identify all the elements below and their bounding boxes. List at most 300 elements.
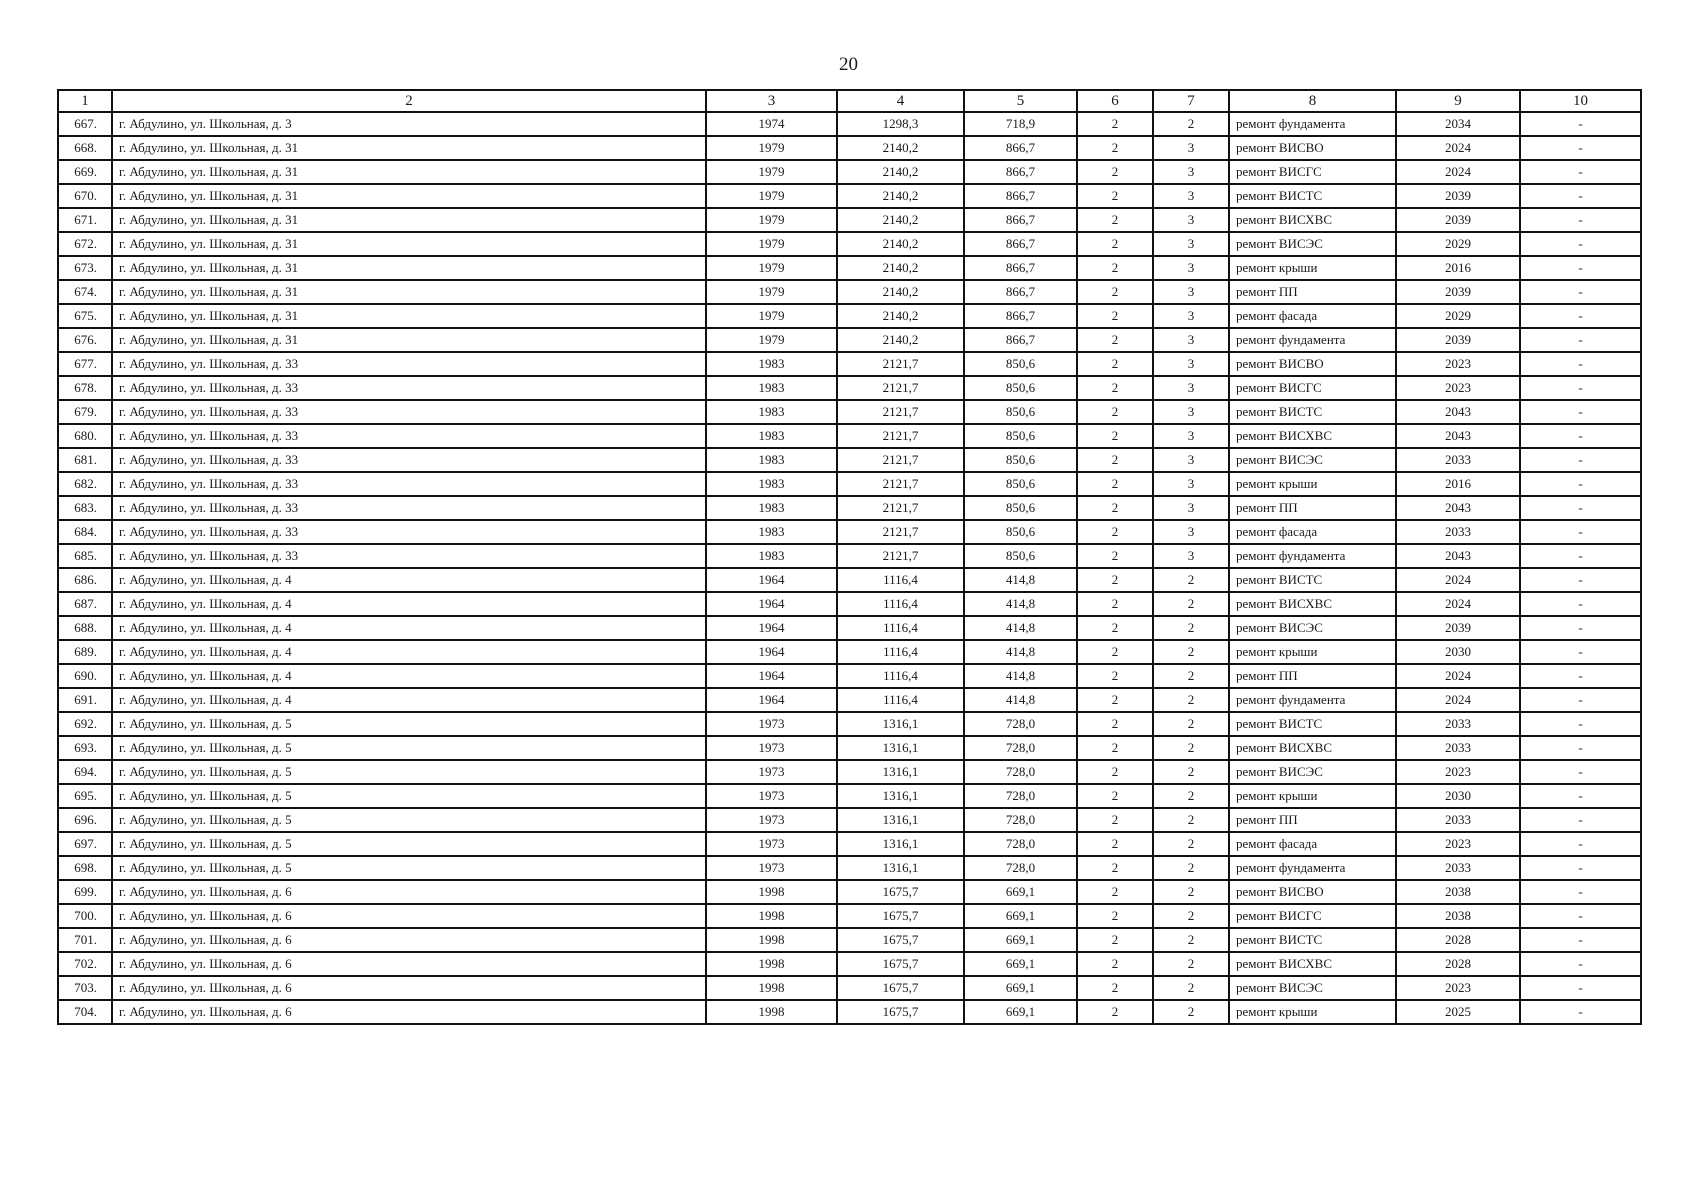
table-row: [58, 784, 1641, 808]
year-cell: 1983: [706, 376, 837, 400]
col6-cell: 2: [1077, 832, 1153, 856]
col6-cell: 2: [1077, 352, 1153, 376]
row-number-cell: 698.: [58, 856, 112, 880]
work-type-cell: ремонт ПП: [1229, 808, 1396, 832]
total-area-cell: 1116,4: [837, 568, 964, 592]
work-type-cell: ремонт ПП: [1229, 664, 1396, 688]
work-type-cell: ремонт фундамента: [1229, 688, 1396, 712]
row-number-cell: 697.: [58, 832, 112, 856]
row-number-cell: 669.: [58, 160, 112, 184]
living-area-cell: 728,0: [964, 760, 1077, 784]
year-cell: 1964: [706, 664, 837, 688]
col10-cell: -: [1520, 856, 1641, 880]
work-type-cell: ремонт ВИСХВС: [1229, 592, 1396, 616]
row-number-cell: 700.: [58, 904, 112, 928]
col6-cell: 2: [1077, 376, 1153, 400]
year-cell: 1998: [706, 928, 837, 952]
total-area-cell: 2140,2: [837, 160, 964, 184]
col10-cell: -: [1520, 232, 1641, 256]
total-area-cell: 1316,1: [837, 856, 964, 880]
address-cell: г. Абдулино, ул. Школьная, д. 4: [112, 592, 706, 616]
col10-cell: -: [1520, 520, 1641, 544]
plan-year-cell: 2043: [1396, 496, 1520, 520]
col10-cell: -: [1520, 712, 1641, 736]
total-area-cell: 1675,7: [837, 1000, 964, 1024]
year-cell: 1983: [706, 472, 837, 496]
table-row: [58, 640, 1641, 664]
year-cell: 1983: [706, 520, 837, 544]
row-number-cell: 695.: [58, 784, 112, 808]
total-area-cell: 1316,1: [837, 808, 964, 832]
work-type-cell: ремонт ВИСТС: [1229, 184, 1396, 208]
table-row: [58, 232, 1641, 256]
living-area-cell: 850,6: [964, 448, 1077, 472]
plan-year-cell: 2024: [1396, 592, 1520, 616]
work-type-cell: ремонт фасада: [1229, 304, 1396, 328]
living-area-cell: 850,6: [964, 400, 1077, 424]
address-cell: г. Абдулино, ул. Школьная, д. 33: [112, 496, 706, 520]
col6-cell: 2: [1077, 664, 1153, 688]
row-number-cell: 675.: [58, 304, 112, 328]
work-type-cell: ремонт ВИСЭС: [1229, 976, 1396, 1000]
table-row: [58, 208, 1641, 232]
col6-cell: 2: [1077, 568, 1153, 592]
work-type-cell: ремонт фундамента: [1229, 328, 1396, 352]
total-area-cell: 2121,7: [837, 472, 964, 496]
total-area-cell: 2121,7: [837, 352, 964, 376]
col10-cell: -: [1520, 688, 1641, 712]
col7-cell: 2: [1153, 112, 1229, 136]
col6-cell: 2: [1077, 808, 1153, 832]
plan-year-cell: 2028: [1396, 952, 1520, 976]
col10-cell: -: [1520, 664, 1641, 688]
column-header-6: 6: [1077, 90, 1153, 112]
living-area-cell: 866,7: [964, 160, 1077, 184]
plan-year-cell: 2033: [1396, 736, 1520, 760]
col10-cell: -: [1520, 976, 1641, 1000]
col6-cell: 2: [1077, 928, 1153, 952]
total-area-cell: 1298,3: [837, 112, 964, 136]
column-header-8: 8: [1229, 90, 1396, 112]
table-row: [58, 1000, 1641, 1024]
year-cell: 1979: [706, 304, 837, 328]
plan-year-cell: 2024: [1396, 160, 1520, 184]
col6-cell: 2: [1077, 544, 1153, 568]
living-area-cell: 728,0: [964, 832, 1077, 856]
col6-cell: 2: [1077, 136, 1153, 160]
col7-cell: 2: [1153, 664, 1229, 688]
column-header-4: 4: [837, 90, 964, 112]
col10-cell: -: [1520, 304, 1641, 328]
col7-cell: 2: [1153, 712, 1229, 736]
address-cell: г. Абдулино, ул. Школьная, д. 31: [112, 328, 706, 352]
column-header-5: 5: [964, 90, 1077, 112]
col7-cell: 2: [1153, 760, 1229, 784]
plan-year-cell: 2030: [1396, 640, 1520, 664]
living-area-cell: 850,6: [964, 376, 1077, 400]
year-cell: 1979: [706, 184, 837, 208]
col10-cell: -: [1520, 832, 1641, 856]
row-number-cell: 699.: [58, 880, 112, 904]
column-header-10: 10: [1520, 90, 1641, 112]
living-area-cell: 414,8: [964, 664, 1077, 688]
living-area-cell: 728,0: [964, 736, 1077, 760]
row-number-cell: 679.: [58, 400, 112, 424]
col10-cell: -: [1520, 736, 1641, 760]
year-cell: 1973: [706, 736, 837, 760]
plan-year-cell: 2016: [1396, 472, 1520, 496]
col6-cell: 2: [1077, 1000, 1153, 1024]
living-area-cell: 669,1: [964, 904, 1077, 928]
table-row: [58, 928, 1641, 952]
col7-cell: 3: [1153, 280, 1229, 304]
living-area-cell: 728,0: [964, 712, 1077, 736]
total-area-cell: 2121,7: [837, 544, 964, 568]
address-cell: г. Абдулино, ул. Школьная, д. 33: [112, 448, 706, 472]
living-area-cell: 866,7: [964, 304, 1077, 328]
col6-cell: 2: [1077, 976, 1153, 1000]
address-cell: г. Абдулино, ул. Школьная, д. 5: [112, 712, 706, 736]
col7-cell: 2: [1153, 976, 1229, 1000]
plan-year-cell: 2038: [1396, 880, 1520, 904]
total-area-cell: 2140,2: [837, 136, 964, 160]
col7-cell: 3: [1153, 424, 1229, 448]
row-number-cell: 696.: [58, 808, 112, 832]
total-area-cell: 1316,1: [837, 760, 964, 784]
col7-cell: 3: [1153, 208, 1229, 232]
row-number-cell: 702.: [58, 952, 112, 976]
row-number-cell: 694.: [58, 760, 112, 784]
plan-year-cell: 2033: [1396, 712, 1520, 736]
repair-schedule-table: [57, 89, 1642, 1025]
year-cell: 1973: [706, 712, 837, 736]
row-number-cell: 672.: [58, 232, 112, 256]
plan-year-cell: 2025: [1396, 1000, 1520, 1024]
total-area-cell: 1675,7: [837, 904, 964, 928]
living-area-cell: 414,8: [964, 640, 1077, 664]
row-number-cell: 681.: [58, 448, 112, 472]
row-number-cell: 671.: [58, 208, 112, 232]
year-cell: 1983: [706, 352, 837, 376]
col6-cell: 2: [1077, 592, 1153, 616]
year-cell: 1979: [706, 280, 837, 304]
total-area-cell: 1316,1: [837, 712, 964, 736]
year-cell: 1973: [706, 784, 837, 808]
living-area-cell: 728,0: [964, 856, 1077, 880]
col7-cell: 2: [1153, 1000, 1229, 1024]
work-type-cell: ремонт крыши: [1229, 640, 1396, 664]
row-number-cell: 701.: [58, 928, 112, 952]
col6-cell: 2: [1077, 712, 1153, 736]
table-row: [58, 856, 1641, 880]
year-cell: 1964: [706, 640, 837, 664]
col10-cell: -: [1520, 904, 1641, 928]
plan-year-cell: 2024: [1396, 664, 1520, 688]
col6-cell: 2: [1077, 400, 1153, 424]
col10-cell: -: [1520, 376, 1641, 400]
col7-cell: 3: [1153, 136, 1229, 160]
work-type-cell: ремонт ВИСЭС: [1229, 448, 1396, 472]
address-cell: г. Абдулино, ул. Школьная, д. 6: [112, 976, 706, 1000]
total-area-cell: 2121,7: [837, 376, 964, 400]
address-cell: г. Абдулино, ул. Школьная, д. 5: [112, 856, 706, 880]
address-cell: г. Абдулино, ул. Школьная, д. 4: [112, 568, 706, 592]
col10-cell: -: [1520, 928, 1641, 952]
column-header-1: 1: [58, 90, 112, 112]
address-cell: г. Абдулино, ул. Школьная, д. 31: [112, 184, 706, 208]
plan-year-cell: 2024: [1396, 136, 1520, 160]
plan-year-cell: 2039: [1396, 328, 1520, 352]
col6-cell: 2: [1077, 160, 1153, 184]
work-type-cell: ремонт фасада: [1229, 520, 1396, 544]
year-cell: 1998: [706, 952, 837, 976]
col7-cell: 2: [1153, 832, 1229, 856]
work-type-cell: ремонт крыши: [1229, 1000, 1396, 1024]
col7-cell: 3: [1153, 376, 1229, 400]
col6-cell: 2: [1077, 112, 1153, 136]
col10-cell: -: [1520, 952, 1641, 976]
address-cell: г. Абдулино, ул. Школьная, д. 6: [112, 1000, 706, 1024]
living-area-cell: 414,8: [964, 592, 1077, 616]
year-cell: 1983: [706, 496, 837, 520]
table-row: [58, 496, 1641, 520]
plan-year-cell: 2039: [1396, 208, 1520, 232]
col7-cell: 2: [1153, 952, 1229, 976]
table-row: [58, 736, 1641, 760]
total-area-cell: 1675,7: [837, 928, 964, 952]
col7-cell: 3: [1153, 448, 1229, 472]
col6-cell: 2: [1077, 784, 1153, 808]
col10-cell: -: [1520, 760, 1641, 784]
living-area-cell: 866,7: [964, 184, 1077, 208]
col6-cell: 2: [1077, 256, 1153, 280]
year-cell: 1973: [706, 832, 837, 856]
plan-year-cell: 2043: [1396, 400, 1520, 424]
col6-cell: 2: [1077, 304, 1153, 328]
address-cell: г. Абдулино, ул. Школьная, д. 33: [112, 424, 706, 448]
year-cell: 1964: [706, 592, 837, 616]
table-row: [58, 304, 1641, 328]
total-area-cell: 2140,2: [837, 280, 964, 304]
row-number-cell: 674.: [58, 280, 112, 304]
address-cell: г. Абдулино, ул. Школьная, д. 6: [112, 880, 706, 904]
col6-cell: 2: [1077, 640, 1153, 664]
work-type-cell: ремонт ВИСХВС: [1229, 952, 1396, 976]
address-cell: г. Абдулино, ул. Школьная, д. 33: [112, 520, 706, 544]
row-number-cell: 677.: [58, 352, 112, 376]
table-header-row: [58, 90, 1641, 112]
col6-cell: 2: [1077, 184, 1153, 208]
year-cell: 1979: [706, 160, 837, 184]
row-number-cell: 691.: [58, 688, 112, 712]
col6-cell: 2: [1077, 760, 1153, 784]
address-cell: г. Абдулино, ул. Школьная, д. 5: [112, 832, 706, 856]
address-cell: г. Абдулино, ул. Школьная, д. 31: [112, 232, 706, 256]
table-row: [58, 136, 1641, 160]
col10-cell: -: [1520, 400, 1641, 424]
plan-year-cell: 2016: [1396, 256, 1520, 280]
living-area-cell: 669,1: [964, 952, 1077, 976]
col10-cell: -: [1520, 1000, 1641, 1024]
col10-cell: -: [1520, 280, 1641, 304]
row-number-cell: 703.: [58, 976, 112, 1000]
year-cell: 1964: [706, 568, 837, 592]
table-row: [58, 880, 1641, 904]
address-cell: г. Абдулино, ул. Школьная, д. 6: [112, 952, 706, 976]
work-type-cell: ремонт ВИСХВС: [1229, 736, 1396, 760]
col7-cell: 3: [1153, 160, 1229, 184]
year-cell: 1964: [706, 616, 837, 640]
table-row: [58, 376, 1641, 400]
row-number-cell: 704.: [58, 1000, 112, 1024]
living-area-cell: 414,8: [964, 568, 1077, 592]
living-area-cell: 850,6: [964, 544, 1077, 568]
table-row: [58, 712, 1641, 736]
row-number-cell: 684.: [58, 520, 112, 544]
col6-cell: 2: [1077, 952, 1153, 976]
col7-cell: 3: [1153, 400, 1229, 424]
col10-cell: -: [1520, 784, 1641, 808]
col10-cell: -: [1520, 160, 1641, 184]
col6-cell: 2: [1077, 520, 1153, 544]
work-type-cell: ремонт ВИСЭС: [1229, 616, 1396, 640]
table-row: [58, 472, 1641, 496]
work-type-cell: ремонт фундамента: [1229, 112, 1396, 136]
living-area-cell: 866,7: [964, 208, 1077, 232]
total-area-cell: 1675,7: [837, 952, 964, 976]
living-area-cell: 850,6: [964, 520, 1077, 544]
plan-year-cell: 2023: [1396, 976, 1520, 1000]
column-header-7: 7: [1153, 90, 1229, 112]
table-row: [58, 592, 1641, 616]
col7-cell: 3: [1153, 496, 1229, 520]
col6-cell: 2: [1077, 472, 1153, 496]
col10-cell: -: [1520, 544, 1641, 568]
col6-cell: 2: [1077, 280, 1153, 304]
year-cell: 1979: [706, 256, 837, 280]
plan-year-cell: 2024: [1396, 688, 1520, 712]
col7-cell: 2: [1153, 808, 1229, 832]
address-cell: г. Абдулино, ул. Школьная, д. 5: [112, 760, 706, 784]
table-row: [58, 616, 1641, 640]
col6-cell: 2: [1077, 688, 1153, 712]
table-row: [58, 424, 1641, 448]
table-row: [58, 664, 1641, 688]
col7-cell: 2: [1153, 688, 1229, 712]
plan-year-cell: 2034: [1396, 112, 1520, 136]
year-cell: 1979: [706, 208, 837, 232]
living-area-cell: 850,6: [964, 496, 1077, 520]
plan-year-cell: 2028: [1396, 928, 1520, 952]
col10-cell: -: [1520, 496, 1641, 520]
row-number-cell: 676.: [58, 328, 112, 352]
col10-cell: -: [1520, 592, 1641, 616]
work-type-cell: ремонт ПП: [1229, 496, 1396, 520]
work-type-cell: ремонт ВИСТС: [1229, 568, 1396, 592]
living-area-cell: 866,7: [964, 280, 1077, 304]
col6-cell: 2: [1077, 448, 1153, 472]
col10-cell: -: [1520, 568, 1641, 592]
address-cell: г. Абдулино, ул. Школьная, д. 6: [112, 904, 706, 928]
total-area-cell: 1116,4: [837, 616, 964, 640]
year-cell: 1974: [706, 112, 837, 136]
col6-cell: 2: [1077, 424, 1153, 448]
col10-cell: -: [1520, 136, 1641, 160]
col7-cell: 3: [1153, 184, 1229, 208]
work-type-cell: ремонт крыши: [1229, 472, 1396, 496]
living-area-cell: 850,6: [964, 424, 1077, 448]
table-row: [58, 544, 1641, 568]
work-type-cell: ремонт ПП: [1229, 280, 1396, 304]
address-cell: г. Абдулино, ул. Школьная, д. 31: [112, 256, 706, 280]
living-area-cell: 669,1: [964, 880, 1077, 904]
living-area-cell: 669,1: [964, 976, 1077, 1000]
address-cell: г. Абдулино, ул. Школьная, д. 31: [112, 304, 706, 328]
table-row: [58, 352, 1641, 376]
year-cell: 1998: [706, 1000, 837, 1024]
col10-cell: -: [1520, 112, 1641, 136]
work-type-cell: ремонт ВИСГС: [1229, 160, 1396, 184]
plan-year-cell: 2030: [1396, 784, 1520, 808]
plan-year-cell: 2023: [1396, 376, 1520, 400]
col7-cell: 3: [1153, 472, 1229, 496]
table-row: [58, 808, 1641, 832]
col10-cell: -: [1520, 472, 1641, 496]
year-cell: 1983: [706, 448, 837, 472]
work-type-cell: ремонт фасада: [1229, 832, 1396, 856]
col7-cell: 2: [1153, 568, 1229, 592]
address-cell: г. Абдулино, ул. Школьная, д. 4: [112, 664, 706, 688]
plan-year-cell: 2039: [1396, 184, 1520, 208]
year-cell: 1973: [706, 760, 837, 784]
address-cell: г. Абдулино, ул. Школьная, д. 33: [112, 376, 706, 400]
col7-cell: 3: [1153, 232, 1229, 256]
col10-cell: -: [1520, 256, 1641, 280]
work-type-cell: ремонт фундамента: [1229, 856, 1396, 880]
table-row: [58, 280, 1641, 304]
table-row: [58, 904, 1641, 928]
living-area-cell: 850,6: [964, 472, 1077, 496]
row-number-cell: 683.: [58, 496, 112, 520]
row-number-cell: 692.: [58, 712, 112, 736]
year-cell: 1983: [706, 400, 837, 424]
plan-year-cell: 2033: [1396, 520, 1520, 544]
living-area-cell: 866,7: [964, 232, 1077, 256]
address-cell: г. Абдулино, ул. Школьная, д. 31: [112, 280, 706, 304]
col7-cell: 3: [1153, 544, 1229, 568]
table-row: [58, 976, 1641, 1000]
col6-cell: 2: [1077, 616, 1153, 640]
col10-cell: -: [1520, 616, 1641, 640]
row-number-cell: 668.: [58, 136, 112, 160]
col7-cell: 2: [1153, 736, 1229, 760]
living-area-cell: 669,1: [964, 1000, 1077, 1024]
col10-cell: -: [1520, 880, 1641, 904]
address-cell: г. Абдулино, ул. Школьная, д. 4: [112, 688, 706, 712]
year-cell: 1979: [706, 328, 837, 352]
row-number-cell: 690.: [58, 664, 112, 688]
col6-cell: 2: [1077, 856, 1153, 880]
plan-year-cell: 2029: [1396, 304, 1520, 328]
col6-cell: 2: [1077, 208, 1153, 232]
plan-year-cell: 2039: [1396, 280, 1520, 304]
table-row: [58, 448, 1641, 472]
total-area-cell: 2140,2: [837, 208, 964, 232]
row-number-cell: 678.: [58, 376, 112, 400]
table-row: [58, 520, 1641, 544]
year-cell: 1983: [706, 544, 837, 568]
total-area-cell: 1675,7: [837, 880, 964, 904]
